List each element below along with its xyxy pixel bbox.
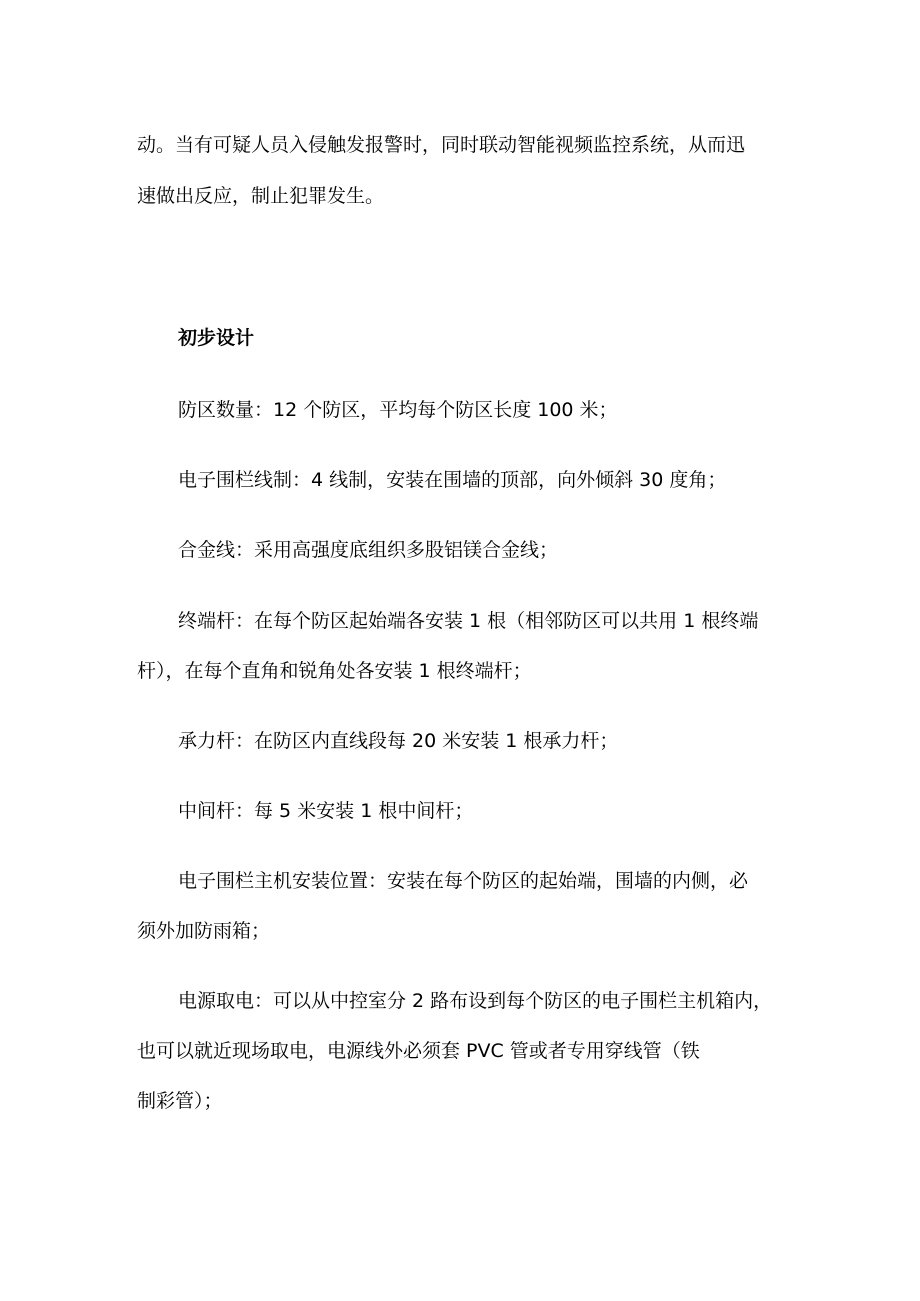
intro-line-2: 速做出反应，制止犯罪发生。 bbox=[137, 185, 385, 207]
paragraph-terminal-pole-line-2: 杆），在每个直角和锐角处各安装 1 根终端杆； bbox=[137, 660, 532, 682]
section-heading: 初步设计 bbox=[178, 327, 255, 349]
paragraph-power-line-1: 电源取电：可以从中控室分 2 路布设到每个防区的电子围栏主机箱内， bbox=[178, 990, 773, 1012]
paragraph-host-location-line-1: 电子围栏主机安装位置：安装在每个防区的起始端，围墙的内侧，必 bbox=[178, 870, 749, 892]
paragraph-load-pole: 承力杆：在防区内直线段每 20 米安装 1 根承力杆； bbox=[178, 730, 619, 752]
paragraph-zone-count: 防区数量：12 个防区，平均每个防区长度 100 米； bbox=[178, 399, 618, 421]
paragraph-middle-pole: 中间杆：每 5 米安装 1 根中间杆； bbox=[178, 800, 474, 822]
paragraph-alloy-wire: 合金线：采用高强度底组织多股铝镁合金线； bbox=[178, 539, 559, 561]
paragraph-wire-system: 电子围栏线制：4 线制，安装在围墙的顶部，向外倾斜 30 度角； bbox=[178, 469, 727, 491]
paragraph-terminal-pole-line-1: 终端杆：在每个防区起始端各安装 1 根（相邻防区可以共用 1 根终端 bbox=[178, 610, 759, 632]
paragraph-host-location-line-2: 须外加防雨箱； bbox=[137, 920, 271, 942]
intro-line-1: 动。当有可疑人员入侵触发报警时，同时联动智能视频监控系统，从而迅 bbox=[137, 134, 746, 156]
paragraph-power-line-3: 制彩管）； bbox=[137, 1090, 223, 1112]
paragraph-power-line-2: 也可以就近现场取电，电源线外必须套 PVC 管或者专用穿线管（铁 bbox=[137, 1040, 700, 1062]
